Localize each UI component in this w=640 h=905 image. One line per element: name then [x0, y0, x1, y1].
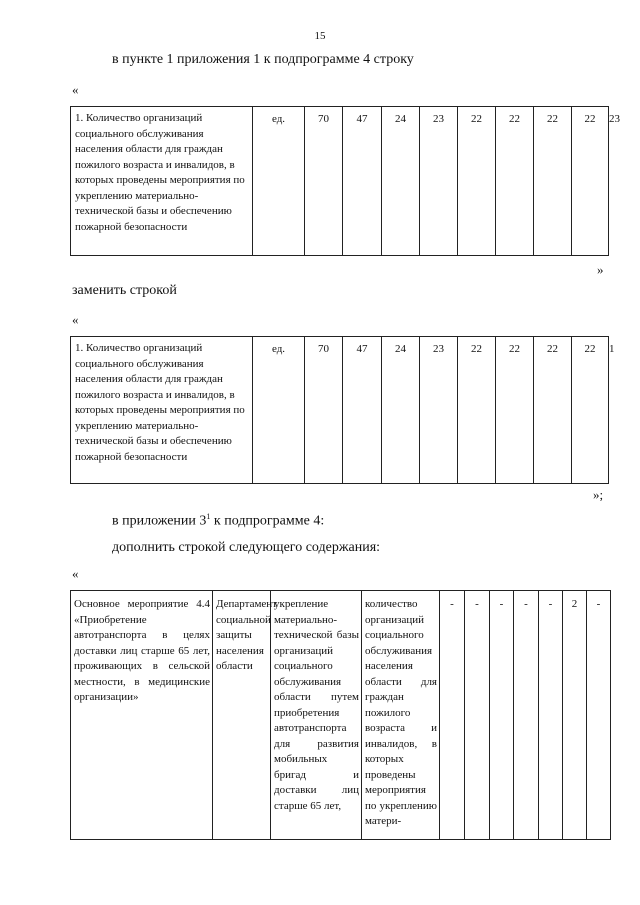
old-description: 1. Количество организаций социального обслуживания населения области для граждан пожилого возраста и инвалидов, в которых проведены мероприятия по укреплению материально-технической базы и обеспечению пожарной безопасности	[71, 107, 253, 256]
new-value: 22	[458, 337, 496, 484]
intro-paragraph: в пункте 1 приложения 1 к подпрограмме 4 строку	[112, 52, 414, 67]
event-executor: Департамент социальной защиты населения области	[213, 591, 271, 840]
event-value: -	[490, 591, 514, 840]
quote-open-3: «	[72, 566, 79, 581]
event-name: Основное мероприятие 4.4 «Приобретение автотранспорта в целях доставки лиц старше 65 лет, проживающих в сельской местности, в медицинские организации»	[71, 591, 213, 840]
new-value: 23	[420, 337, 458, 484]
event-indicator: количество организаций социального обслуживания населения области для граждан пожилого возраста и инвалидов, в которых проведены мероприятия по укреплению матери-	[362, 591, 440, 840]
quote-close-2: »;	[593, 487, 604, 502]
new-unit: ед.	[253, 337, 305, 484]
new-value: 22	[496, 337, 534, 484]
old-indicator-row: 1. Количество организаций социального обслуживания населения области для граждан пожилого возраста и инвалидов, в которых проведены мероприятия по укреплению материально-технической базы и обеспечению пожарной безопасности ед. 70 47 24 23 22 22 22 22 23	[71, 107, 609, 256]
old-value: 22	[572, 107, 609, 256]
old-value: 23	[420, 107, 458, 256]
appendix-paragraph	[112, 512, 324, 530]
new-description: 1. Количество организаций социального обслуживания населения области для граждан пожилого возраста и инвалидов, в которых проведены мероприятия по укреплению материально-технической базы и обеспечению пожарной безопасности	[71, 337, 253, 484]
page-number: 15	[314, 30, 326, 42]
added-event-table	[70, 590, 611, 840]
new-value: 24	[382, 337, 420, 484]
new-value: 22	[534, 337, 572, 484]
old-value: 47	[343, 107, 382, 256]
appendix-suffix: к подпрограмме 4:	[210, 513, 325, 529]
old-value: 22	[534, 107, 572, 256]
old-value: 22	[458, 107, 496, 256]
event-value: -	[539, 591, 563, 840]
appendix-prefix: в приложении 3	[112, 513, 207, 529]
event-value: 2	[563, 591, 587, 840]
replace-paragraph: заменить строкой	[72, 283, 177, 298]
old-value: 70	[305, 107, 343, 256]
new-value: 22	[572, 337, 609, 484]
event-value: -	[440, 591, 465, 840]
old-value: 24	[382, 107, 420, 256]
quote-close-1: »	[597, 262, 604, 277]
new-indicator-row: 1. Количество организаций социального обслуживания населения области для граждан пожилого возраста и инвалидов, в которых проведены мероприятия по укреплению материально-технической базы и обеспечению пожарной безопасности ед. 70 47 24 23 22 22 22 22 1	[71, 337, 609, 484]
new-indicator-table	[70, 336, 615, 484]
event-value: -	[465, 591, 490, 840]
appendix-superscript: 1	[206, 512, 211, 521]
quote-open-2: «	[72, 312, 79, 327]
supplement-paragraph: дополнить строкой следующего содержания:	[112, 540, 381, 555]
old-indicator-table	[70, 106, 620, 256]
added-event-row	[71, 591, 611, 840]
quote-open-1: «	[72, 82, 79, 97]
old-value: 22	[496, 107, 534, 256]
new-value: 47	[343, 337, 382, 484]
event-value: -	[514, 591, 539, 840]
event-result: укрепление материально-технической базы организаций социального обслуживания области путем приобретения автотранспорта для развития мобильных бригад и доставки лиц старше 65 лет,	[271, 591, 362, 840]
new-value: 70	[305, 337, 343, 484]
event-value: -	[587, 591, 611, 840]
old-unit: ед.	[253, 107, 305, 256]
